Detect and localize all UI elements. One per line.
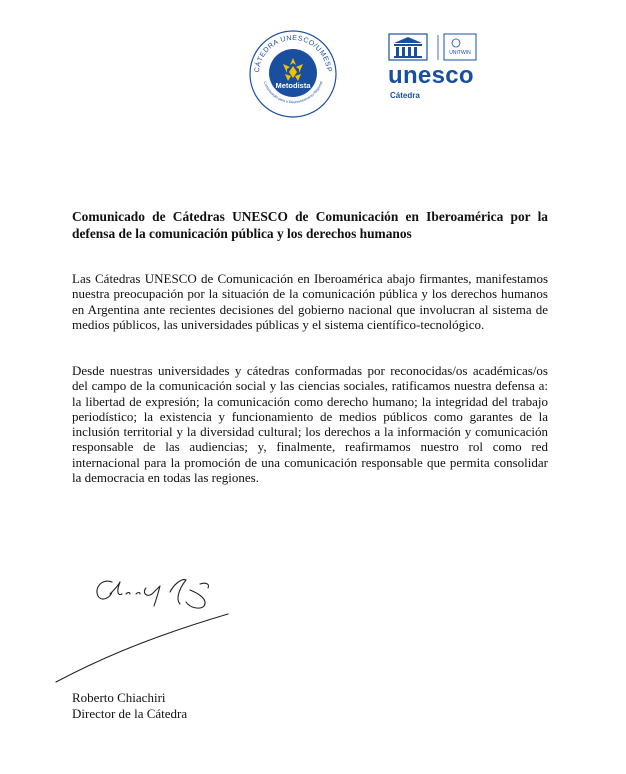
signer-block	[72, 690, 187, 721]
unesco-wordmark: unesco	[388, 62, 474, 89]
logo-center-text: Metodista	[275, 81, 311, 90]
body-paragraph: Desde nuestras universidades y cátedras conformadas por reconocidas/os académicas/os del campo de la comunicación social y las ciencias sociales, ratificamos nuestra defensa a: la libertad de expresión; la comunicación como derecho humano; la integridad del trabajo periodístico; la existencia y funcionamiento de medios públicos como garantes de la inclusión territorial y la diversidad cultural; los derechos a la información y comunicación responsable de las audiencias; y, finalmente, reafirmamos nuestro rol como red internacional para la promoción de una comunicación responsable que permita consolidar la democracia en todas las regiones.	[72, 363, 548, 486]
handwritten-signature	[50, 570, 240, 685]
body-paragraph: Las Cátedras UNESCO de Comunicación en Iberoamérica abajo firmantes, manifestamos nuestra preocupación por la situación de la comunicación pública y los derechos humanos en Argentina ante recientes decisiones del gobierno nacional que involucran al sistema de medios públicos, las universidades públicas y el sistema científico-tecnológico.	[72, 271, 548, 332]
unitwin-globe-icon	[452, 39, 460, 47]
signer-name: Roberto Chiachiri	[72, 690, 166, 705]
document-title: Comunicado de Cátedras UNESCO de Comunicación en Iberoamérica por la defensa de la comunicación pública y los derechos humanos	[72, 209, 548, 241]
unesco-catedra-label: Cátedra	[390, 91, 420, 100]
logo-lower-text: Comunicação para o Desenvolvimento Regional	[262, 80, 324, 105]
unesco-temple-icon	[394, 37, 422, 58]
logo-ring-text: CÁTEDRA UNESCO/UMESP	[253, 34, 333, 73]
unitwin-frame	[444, 34, 476, 60]
catedra-umesp-logo	[247, 28, 339, 120]
signer-role: Director de la Cátedra	[72, 705, 188, 721]
unitwin-text: UNITWIN	[449, 50, 471, 56]
